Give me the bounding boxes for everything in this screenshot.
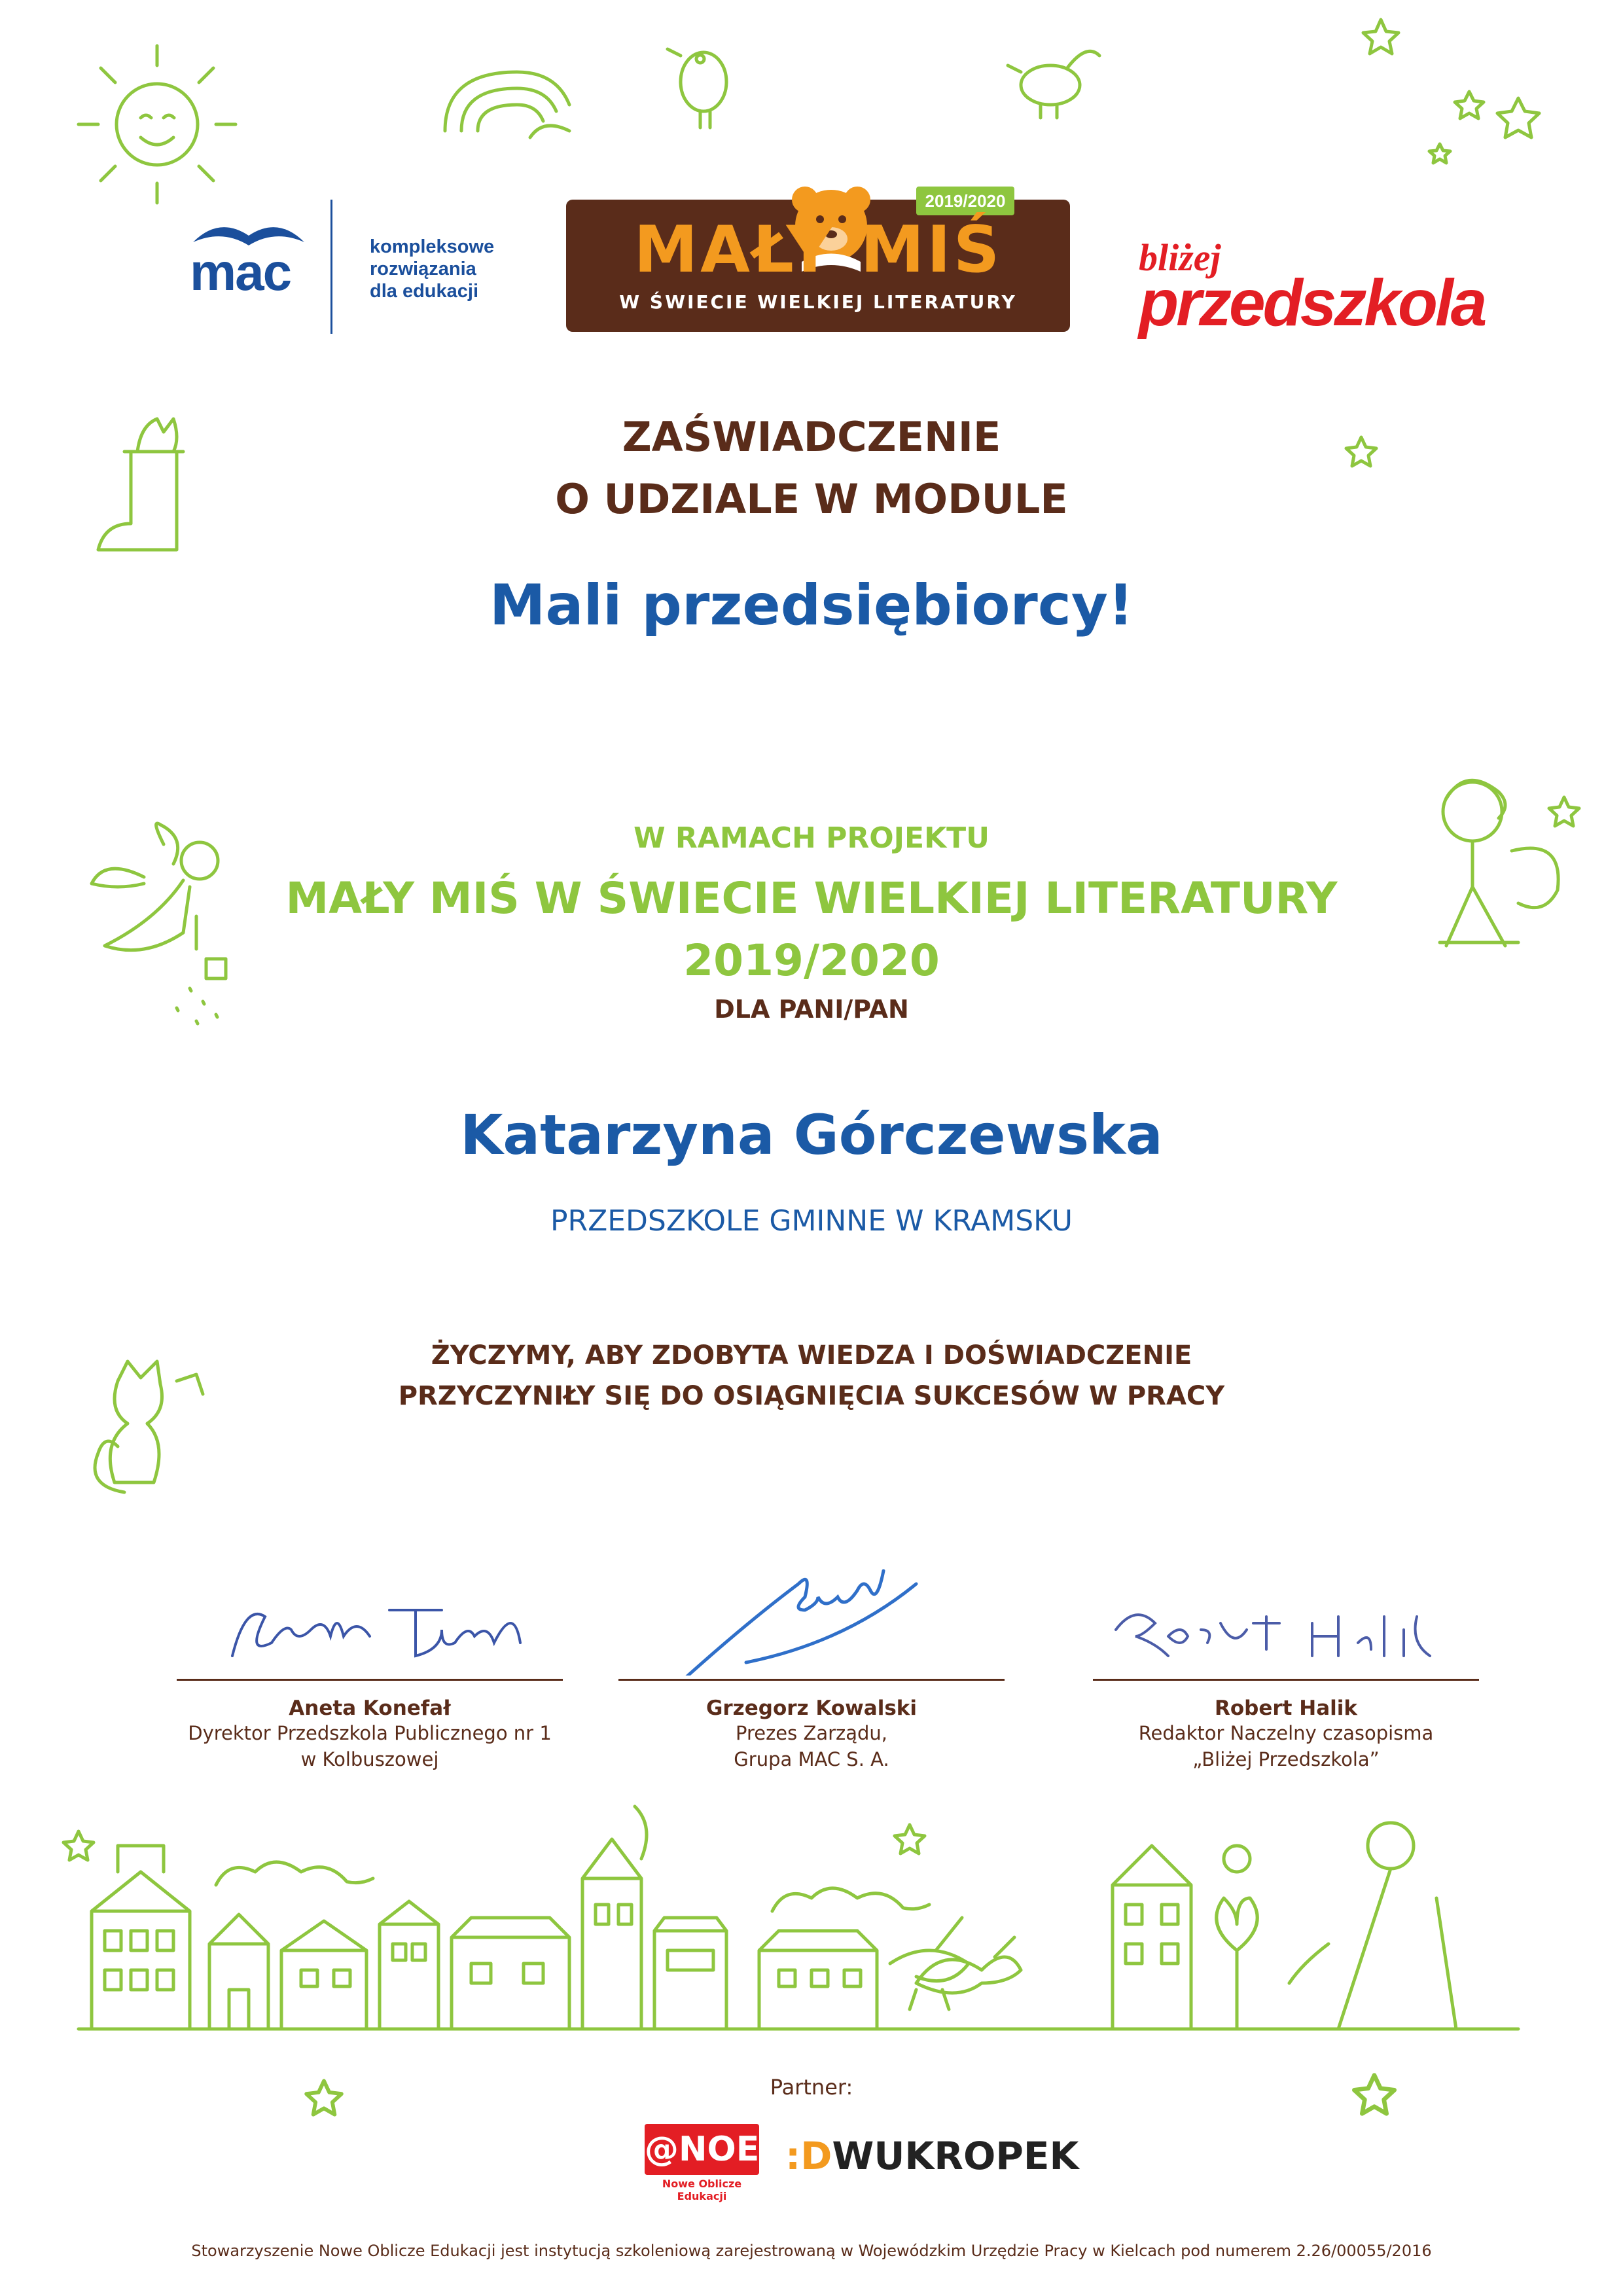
- cloud-icon: [766, 1878, 936, 1931]
- signatory-role: Grupa MAC S. A.: [734, 1748, 889, 1770]
- noe-logo: [645, 2124, 760, 2202]
- signature-block: [615, 1571, 1008, 1772]
- star-icon: [1361, 13, 1558, 157]
- signatory-name: Aneta Konefał: [289, 1696, 451, 1720]
- dwukropek-prefix: :D: [785, 2134, 832, 2178]
- signatory-name: Grzegorz Kowalski: [705, 1696, 918, 1720]
- noe-logo-box: @NOE: [645, 2124, 759, 2175]
- star-icon: [59, 1826, 98, 1865]
- rainbow-icon: [432, 59, 576, 144]
- mac-wordmark: mac: [190, 243, 291, 301]
- project-name: [0, 867, 1623, 992]
- sun-icon: [72, 39, 242, 209]
- project-year: 2019/2020: [683, 935, 940, 986]
- wish-text: [0, 1335, 1623, 1416]
- blizej-przedszkola-logo: [1139, 236, 1485, 340]
- handwritten-signature: [1090, 1571, 1482, 1676]
- wish-line: ŻYCZYMY, ABY ZDOBYTA WIEDZA I DOŚWIADCZENIE: [431, 1340, 1192, 1371]
- signatory-name: Robert Halik: [1214, 1696, 1357, 1720]
- signatory-role: Redaktor Naczelny czasopisma: [1138, 1722, 1434, 1744]
- footer-note: Stowarzyszenie Nowe Oblicze Edukacji jest instytucją szkoleniową zarejestrowaną w Wojewódzkim Urzędzie Pracy w Kielcach pod numerem 2.26/00055/2016: [191, 2242, 1432, 2260]
- handwritten-signature: [615, 1545, 1008, 1676]
- bird-icon: [1001, 39, 1106, 124]
- signature-line: [618, 1679, 1005, 1681]
- signature-block: [1090, 1571, 1482, 1772]
- blizej-word: bliżej: [1139, 236, 1221, 279]
- signature-line: [1093, 1679, 1479, 1681]
- maly-mis-title: MAŁY MIŚ: [633, 213, 1003, 287]
- przedszkola-word: przedszkola: [1139, 266, 1485, 340]
- project-intro: W RAMACH PROJEKTU: [633, 821, 990, 855]
- dwukropek-logo: [785, 2134, 1079, 2178]
- recipient-name: Katarzyna Górczewska: [460, 1103, 1163, 1167]
- maly-mis-year-badge: 2019/2020: [916, 187, 1014, 215]
- mac-tagline: [370, 236, 520, 302]
- dwukropek-rest: WUKROPEK: [832, 2134, 1079, 2178]
- cloud-icon: [209, 1852, 380, 1905]
- signature-block: [173, 1571, 566, 1772]
- maly-mis-subtitle: W ŚWIECIE WIELKIEJ LITERATURY: [619, 291, 1017, 313]
- for-label: DLA PANI/PAN: [714, 995, 909, 1024]
- institution-name: PRZEDSZKOLE GMINNE W KRAMSKU: [550, 1204, 1073, 1238]
- project-name-line: MAŁY MIŚ W ŚWIECIE WIELKIEJ LITERATURY: [285, 873, 1338, 924]
- signatory-role: Prezes Zarządu,: [735, 1722, 888, 1744]
- handwritten-signature: [173, 1571, 566, 1676]
- wish-line: PRZYCZYNIŁY SIĘ DO OSIĄGNIĘCIA SUKCESÓW W PRACY: [398, 1381, 1225, 1411]
- signatory-role: w Kolbuszowej: [300, 1748, 439, 1770]
- signatory-role: Dyrektor Przedszkola Publicznego nr 1: [188, 1722, 552, 1744]
- heading-line: ZAŚWIADCZENIE: [622, 413, 1001, 461]
- certificate-heading: [0, 406, 1623, 530]
- signatory-role: „Bliżej Przedszkola”: [1192, 1748, 1380, 1770]
- partner-label: Partner:: [770, 2075, 853, 2100]
- noe-logo-subtitle: Nowe Oblicze Edukacji: [662, 2178, 742, 2202]
- module-name: Mali przedsiębiorcy!: [489, 573, 1134, 638]
- signature-line: [177, 1679, 563, 1681]
- mac-tagline-line: dla edukacji: [370, 281, 479, 302]
- mac-tagline-line: rozwiązania: [370, 259, 476, 279]
- bird-icon: [661, 26, 746, 131]
- star-icon: [890, 1820, 929, 1859]
- mac-divider: [330, 200, 332, 334]
- mac-tagline-line: kompleksowe: [370, 236, 495, 257]
- dragon-icon: [903, 1931, 1047, 2016]
- heading-line: O UDZIALE W MODULE: [555, 475, 1068, 523]
